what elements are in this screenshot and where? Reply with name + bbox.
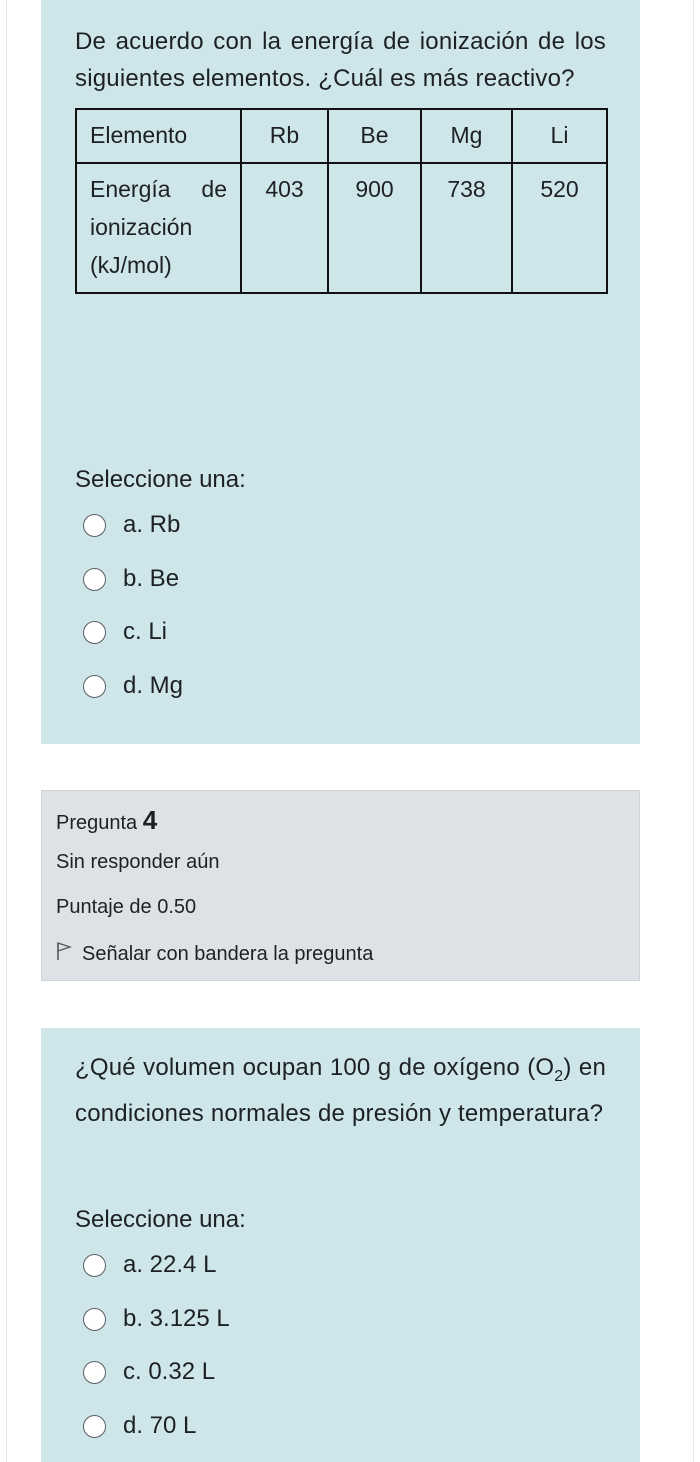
table-cell: Li xyxy=(512,109,607,163)
option-label: c. 0.32 L xyxy=(123,1358,216,1385)
radio-icon[interactable] xyxy=(83,514,106,537)
table-cell: Energía de ionización (kJ/mol) xyxy=(76,163,241,293)
question-status: Sin responder aún xyxy=(56,851,220,873)
table-cell: Rb xyxy=(241,109,328,163)
radio-icon[interactable] xyxy=(83,1308,106,1331)
option-label: d. 70 L xyxy=(123,1412,197,1439)
radio-icon[interactable] xyxy=(83,1361,106,1384)
radio-icon[interactable] xyxy=(83,568,106,591)
question-4-option-b[interactable] xyxy=(83,1304,230,1334)
question-4-content xyxy=(41,1028,640,1462)
question-4-text-part2: ) en condiciones normales de presión y temperatura? xyxy=(75,1054,606,1127)
question-4-prompt: Seleccione una: xyxy=(75,1206,246,1233)
question-3-option-d[interactable] xyxy=(83,671,183,701)
radio-icon[interactable] xyxy=(83,1254,106,1277)
question-score: Puntaje de 0.50 xyxy=(56,896,197,918)
table-cell: 900 xyxy=(328,163,421,293)
question-3-option-b[interactable] xyxy=(83,564,179,594)
table-cell: Elemento xyxy=(76,109,241,163)
question-4-text-part1: ¿Qué volumen ocupan 100 g de oxígeno (O xyxy=(75,1054,555,1081)
table-cell: Be xyxy=(328,109,421,163)
option-label: a. 22.4 L xyxy=(123,1251,217,1278)
table-cell: 738 xyxy=(421,163,512,293)
question-4-option-d[interactable] xyxy=(83,1411,196,1441)
question-3-text: De acuerdo con la energía de ionización de los siguientes elementos. ¿Cuál es más reactivo? xyxy=(75,28,606,92)
option-label: b. 3.125 L xyxy=(123,1305,230,1332)
table-cell: Mg xyxy=(421,109,512,163)
question-4-option-c[interactable] xyxy=(83,1357,215,1387)
radio-icon[interactable] xyxy=(83,1415,106,1438)
radio-icon[interactable] xyxy=(83,621,106,644)
question-4-info xyxy=(41,790,640,981)
question-number xyxy=(56,805,157,836)
option-label: b. Be xyxy=(123,565,180,592)
radio-icon[interactable] xyxy=(83,675,106,698)
option-label: c. Li xyxy=(123,618,168,645)
table-cell: 403 xyxy=(241,163,328,293)
flag-question-link[interactable] xyxy=(56,941,373,967)
table-row xyxy=(76,163,607,293)
question-label: Pregunta xyxy=(56,812,138,834)
question-4-option-a[interactable] xyxy=(83,1250,216,1280)
option-label: a. Rb xyxy=(123,511,181,538)
flag-label: Señalar con bandera la pregunta xyxy=(82,942,374,965)
table-header-row xyxy=(76,109,607,163)
question-number-value: 4 xyxy=(142,805,158,835)
ionization-table xyxy=(75,108,608,294)
question-4-text xyxy=(75,1028,606,1132)
option-label: d. Mg xyxy=(123,672,184,699)
table-cell: 520 xyxy=(512,163,607,293)
question-3-content xyxy=(41,0,640,744)
flag-icon[interactable] xyxy=(56,941,72,967)
question-3-option-c[interactable] xyxy=(83,617,167,647)
question-3-option-a[interactable] xyxy=(83,510,180,540)
question-3-prompt: Seleccione una: xyxy=(75,466,246,493)
oxygen-subscript: 2 xyxy=(554,1067,564,1085)
